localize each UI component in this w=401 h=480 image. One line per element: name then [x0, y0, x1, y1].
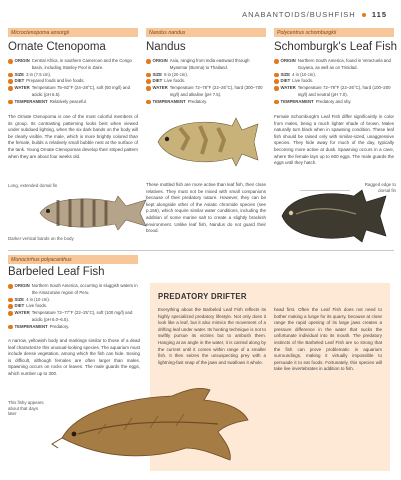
globe-icon	[146, 59, 151, 64]
globe-icon	[8, 59, 13, 64]
latin-name-bar: Microctenopoma ansorgii	[8, 28, 138, 37]
species-description: Female Schomburgk's Leaf Fish differ significantly in color from males, being a much lighter shade of brown. Males naturally turn black when in spawning condition. These leaf fish should be raised only with similar-sized, unaggressive species. They hide away for much of the day, typically becoming more active at dusk. Spawning occurs in a cave, where the female lays up to 600 eggs. The male guards the eggs until they hatch.	[274, 114, 394, 166]
section-divider	[8, 250, 394, 251]
temperament-icon	[274, 100, 279, 105]
nandus-photo	[150, 110, 260, 172]
fact-list	[274, 58, 394, 106]
fact-origin: ORIGIN Northern South America, occurring in sluggish waters in the Amazonian region of Peru.	[8, 283, 140, 297]
food-icon	[8, 79, 13, 84]
species-title: Schomburgk's Leaf Fish	[274, 41, 398, 53]
fact-origin: ORIGIN Asia, ranging from India eastward through Myanmar (Burma) to Thailand.	[146, 58, 266, 72]
section-title: ANABANTOIDS/BUSHFISH	[242, 10, 356, 19]
schomburgk-leaf-fish-photo	[276, 186, 388, 246]
running-head	[242, 10, 387, 19]
water-drop-icon	[274, 86, 279, 91]
latin-name-bar: Monocirrhus polyacanthus	[8, 255, 138, 264]
species-title: Barbeled Leaf Fish	[8, 266, 105, 278]
fact-size: SIZE 4 in (10 cm).	[274, 72, 394, 79]
temperament-icon	[146, 100, 151, 105]
fact-list	[146, 58, 266, 106]
temperament-icon	[8, 325, 13, 330]
species-title: Nandus	[146, 41, 186, 53]
fact-water: WATER Temperature 72–78°F (22–26°C), hard (300–700 mg/l) and alkaline (pH 7.5).	[146, 85, 266, 99]
fact-temperament: TEMPERAMENT Predatory.	[146, 99, 266, 106]
feature-text-col-2: head first. Often the Leaf Fish does not need to bother making a lunge for its quarry, because at close range the rapid opening of its large jaws creates a pressure difference in the water that sucks the unfortunate individual into its mouth. The predatory instincts of the Barbeled Leaf Fish are so strong that the fish can prove problematic in aquarium surroundings, making it virtually impossible to persuade it to eat foods. Fortunately, this species will take live invertebrates in addition to fish.	[274, 307, 382, 372]
temperament-icon	[8, 100, 13, 105]
fact-diet: DIET Live foods.	[274, 78, 394, 85]
bullet-icon	[362, 13, 366, 17]
fact-water: WATER Temperature 72–77°F (22–25°C), soft (100 mg/l) and acidic (pH 6.0–6.5).	[8, 310, 140, 324]
caption-vertical-bands: Darker vertical bands on the body	[8, 236, 74, 241]
latin-name-bar: Polycentrus schomburgkii	[274, 28, 394, 37]
ruler-icon	[274, 73, 279, 78]
water-drop-icon	[146, 86, 151, 91]
fact-list	[8, 283, 140, 331]
fact-temperament: TEMPERAMENT Predatory and shy.	[274, 99, 394, 106]
food-icon	[274, 79, 279, 84]
fact-origin: ORIGIN Central Africa, in southern Cameroon and the Congo basin, including Stanley Pool in Zaire.	[8, 58, 138, 72]
species-description: The Ornate Ctenopoma is one of the most colorful members of its group. Its contrasting patterning looks best when viewed under subdued lighting, when the six dark bands on the body will be clearly visible. The male, which is more brightly colored than the female, builds a relatively small bubble nest at the surface of the tank. Young Ornate Ctenopomas develop their striped pattern when they are about four weeks old.	[8, 114, 138, 159]
page-number: 115	[371, 10, 387, 19]
caption-leader-line	[300, 190, 350, 191]
water-drop-icon	[8, 311, 13, 316]
fact-list	[8, 58, 138, 106]
species-description: A narrow, yellowish body and markings similar to those of a dead leaf characterize this unusual-looking species. The aquarium must include dense vegetation, among which the fish can hide. Sexing is difficult, although females are often larger than males. Spawning occurs on rocks or leaves. The male guards the eggs, which number up to 300.	[8, 338, 140, 376]
latin-name-bar: Nandus nandus	[146, 28, 266, 37]
ruler-icon	[8, 73, 13, 78]
fact-size: SIZE 8 in (20 cm).	[146, 72, 266, 79]
fact-diet: DIET Prepared foods and live foods.	[8, 78, 138, 85]
ruler-icon	[146, 73, 151, 78]
barbeled-leaf-fish-photo	[48, 368, 252, 476]
fact-temperament: TEMPERAMENT Predatory.	[8, 324, 140, 331]
ruler-icon	[8, 298, 13, 303]
species-description: These mottled fish are more active than leaf fish, their close relatives. They must not be mixed with small companions because of their predatory nature. However, they can be kept alongside other of the Asiatic chromide species (see p.166), which require similar water conditions, including the addition of some marine salt to create a slightly brackish environment. Unlike leaf fish, Nandus do not guard their brood.	[146, 182, 266, 234]
fact-water: WATER Temperature 75–82°F (24–28°C), soft (50 mg/l) and acidic (pH 6.5).	[8, 85, 138, 99]
food-icon	[146, 79, 151, 84]
globe-icon	[8, 284, 13, 289]
callout-text: This fishy appears about that days later	[8, 400, 44, 416]
fact-diet: DIET Live foods.	[146, 78, 266, 85]
ornate-ctenopoma-photo	[30, 190, 148, 236]
food-icon	[8, 304, 13, 309]
feature-title: PREDATORY DRIFTER	[158, 292, 247, 301]
fact-water: WATER Temperature 72–79°F (22–26°C), hard (100–200 mg/l) and neutral (pH 7.0).	[274, 85, 394, 99]
fact-diet: DIET Live foods.	[8, 303, 140, 310]
fact-origin: ORIGIN Northern South America, found in Venezuela and Guyana, as well as on Trinidad.	[274, 58, 394, 72]
fact-size: SIZE 3 in (7.5 cm).	[8, 72, 138, 79]
caption-dorsal-fin: Long, extended dorsal fin	[8, 183, 58, 188]
species-title: Ornate Ctenopoma	[8, 41, 106, 53]
water-drop-icon	[8, 86, 13, 91]
globe-icon	[274, 59, 279, 64]
fact-size: SIZE 4 in (10 cm).	[8, 297, 140, 304]
fact-temperament: TEMPERAMENT Relatively peaceful.	[8, 99, 138, 106]
feature-text-col-1: Everything about the Barbeled Leaf Fish reflects its highly specialized predatory lifestyle. Not only does it look like a leaf, but it also mimics the movement of a drifting leaf under water. Its hunting technique is not to swiftly pursue its victims but to ambush them. Hanging at an angle in the water, it is carried along by the current until it comes within range of a smaller fish. It then seizes the unsuspecting prey with a lightning-fast snap of the jaws and swallows it whole.	[158, 307, 266, 365]
caption-dorsal-edge: Ragged edge to dorsal fin	[364, 182, 396, 193]
